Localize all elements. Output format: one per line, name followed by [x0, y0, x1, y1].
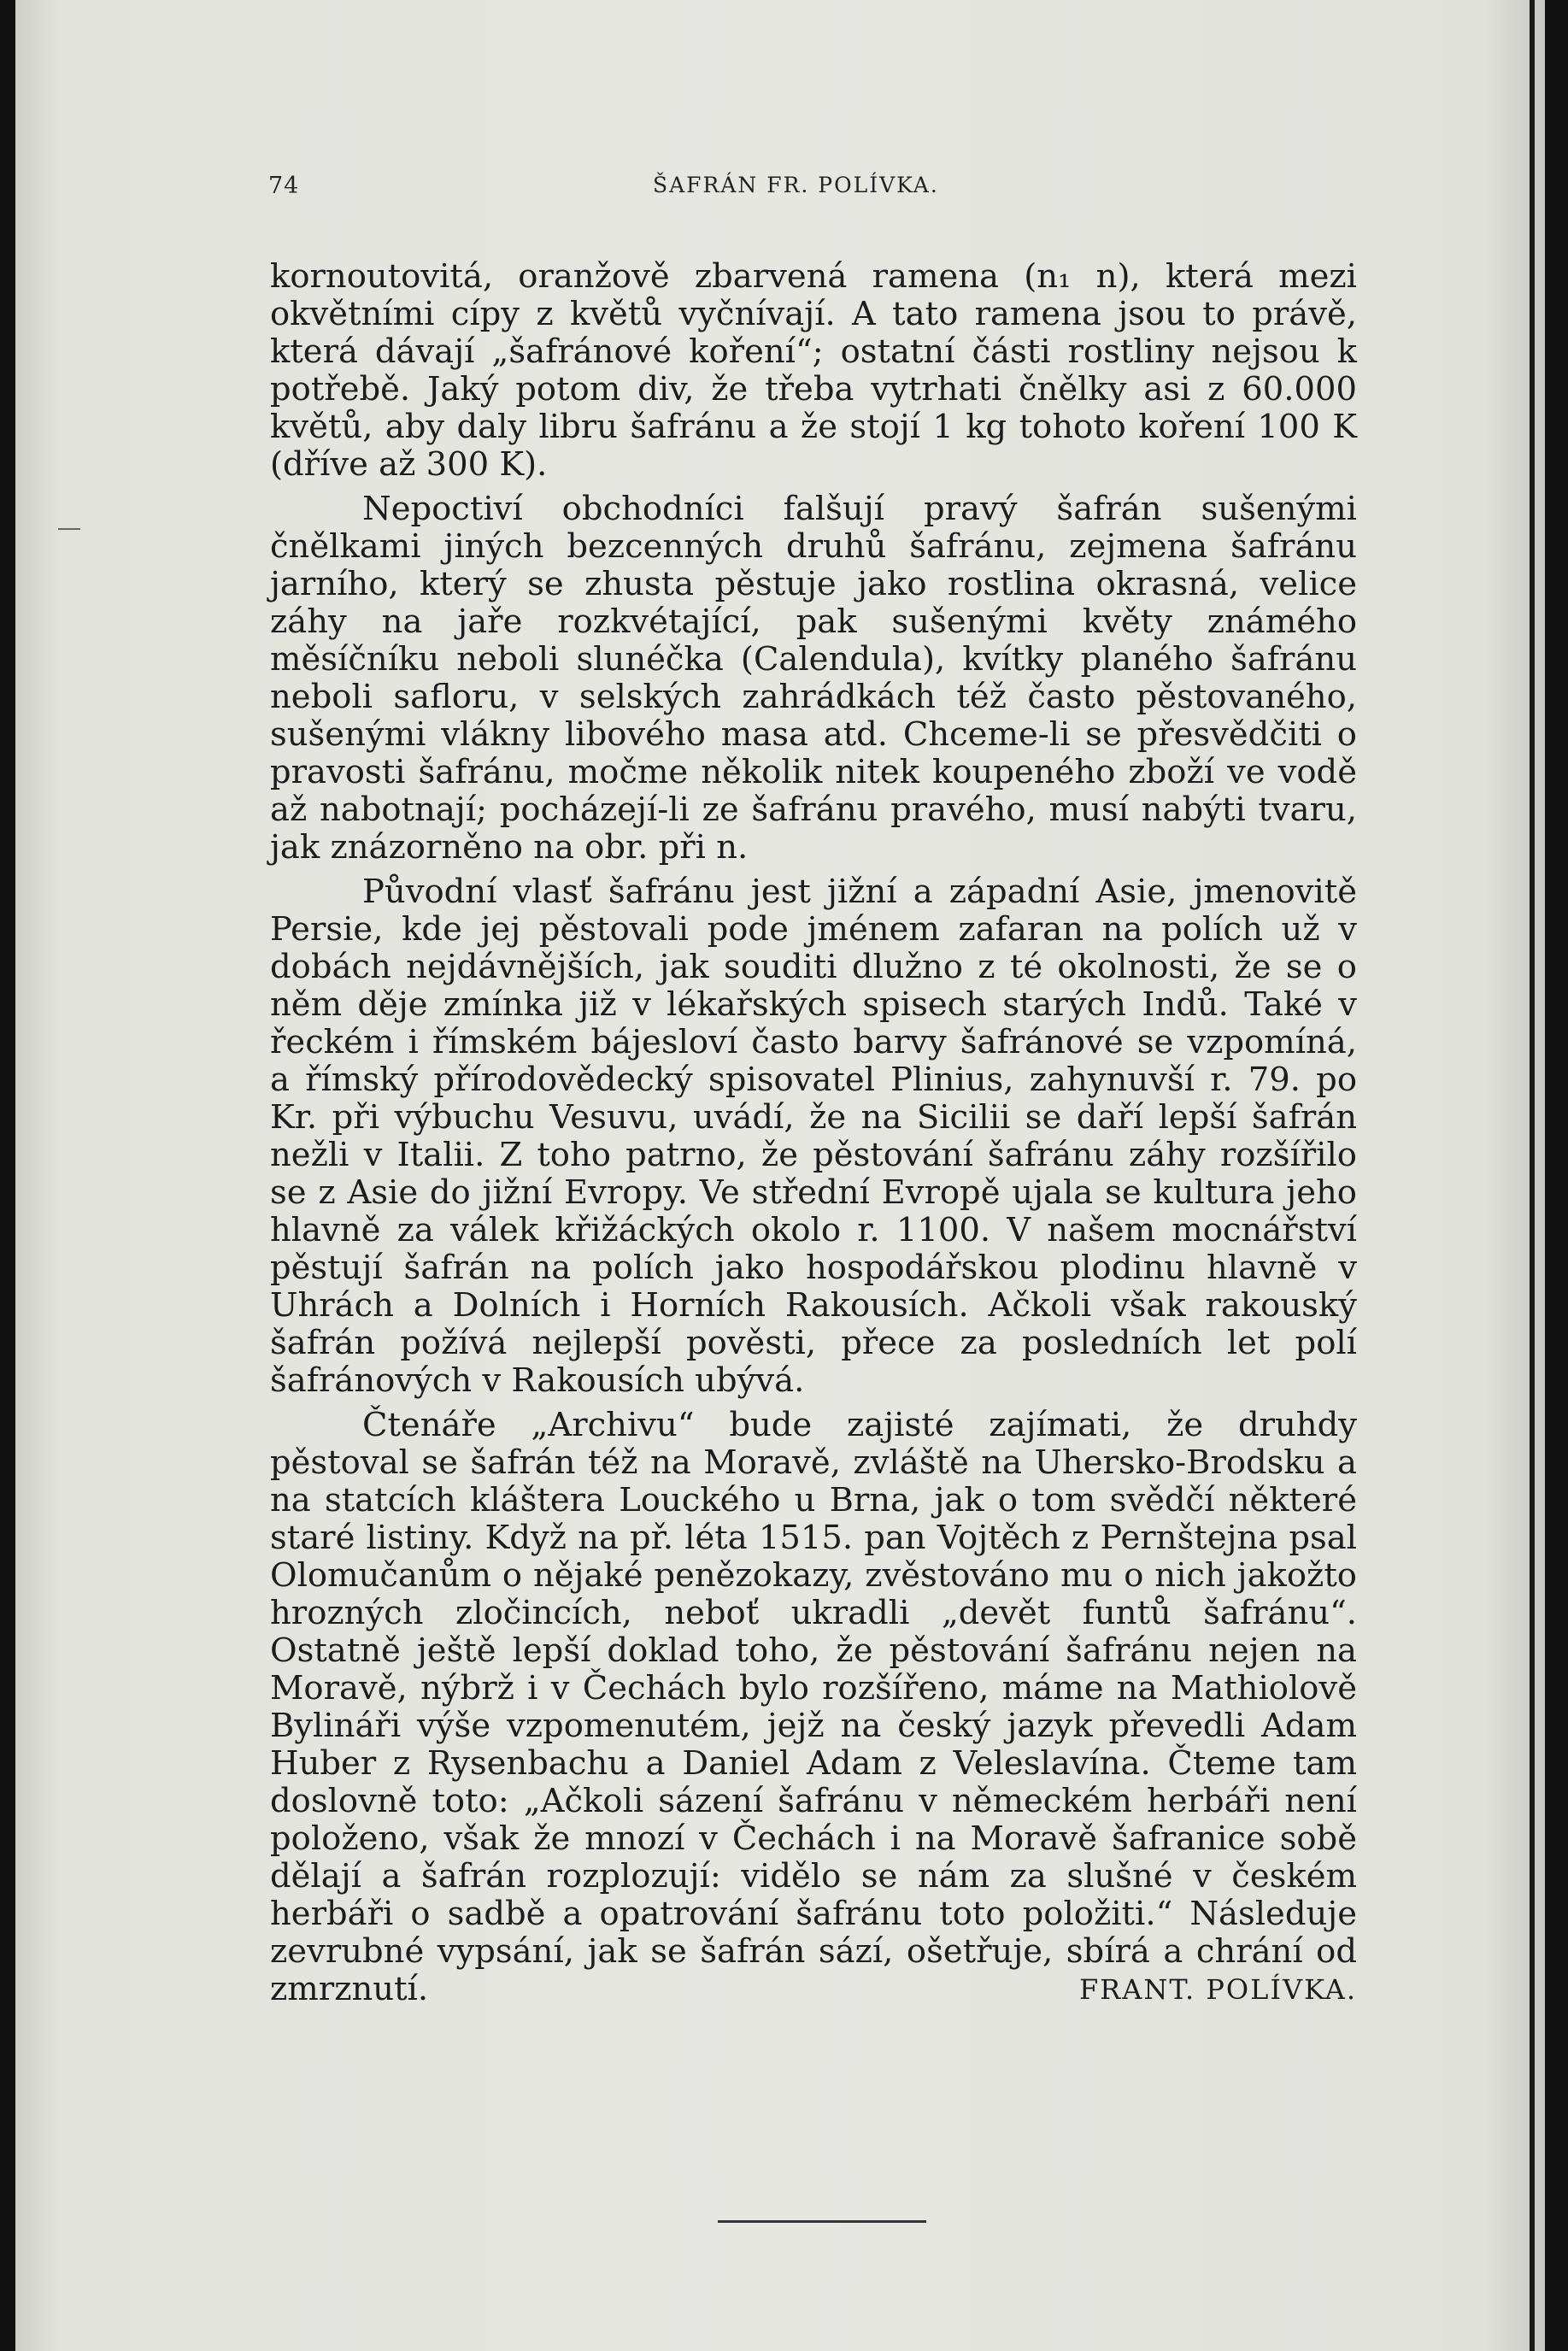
- closing-rule: [718, 2220, 926, 2223]
- page-header: [251, 171, 1349, 205]
- running-head: ŠAFRÁN FR. POLÍVKA.: [653, 173, 939, 197]
- article-body: [270, 258, 1357, 2008]
- scanned-page: [15, 0, 1545, 2351]
- paragraph-2: Nepoctiví obchodníci falšují pravý šafrán sušenými čnělkami jiných bezcenných druhů šafránu, zejmena šafránu jarního, který se zhusta pěstuje jako rostlina okrasná, velice záhy na jaře rozkvétající, pak sušenými květy známého měsíčníku neboli slunéčka (Calendula), kvítky planého šafránu neboli safloru, v selských zahrádkách též často pěstovaného, sušenými vlákny libového masa atd. Chceme-li se přesvědčiti o pravosti šafránu, močme několik nitek koupeného zboží ve vodě až nabotnají; pocházejí-li ze šafránu pravého, musí nabýti tvaru, jak znázorněno na obr. při n.: [270, 490, 1357, 867]
- paragraph-4-text: Čtenáře „Archivu“ bude zajisté zajímati, že druhdy pěstoval se šafrán též na Moravě, zvláště na Uhersko-Brodsku a na statcích kláštera Louckého u Brna, jak o tom svědčí některé staré listiny. Když na př. léta 1515. pan Vojtěch z Pernštejna psal Olomučanům o nějaké penězokazy, zvěstováno mu o nich jakožto hrozných zločincích, neboť ukradli „devět funtů šafránu“. Ostatně ještě lepší doklad toho, že pěstování šafránu nejen na Moravě, nýbrž i v Čechách bylo rozšířeno, máme na Mathiolově Bylináři výše vzpomenutém, jejž na český jazyk převedli Adam Huber z Rysenbachu a Daniel Adam z Veleslavína. Čteme tam doslovně toto: „Ačkoli sázení šafránu v německém herbáři není položeno, však že mnozí v Čechách i na Moravě šafranice sobě dělají a šafrán rozplozují: vidělo se nám za slušné v českém herbáři o sadbě a opatrování šafránu toto položiti.“ Následuje zevrubné vypsání, jak se šafrán sází, ošetřuje, sbírá a chrání od zmrznutí.: [270, 1406, 1357, 2008]
- author-signature: FRANT. POLÍVKA.: [1078, 1973, 1357, 2006]
- paragraph-3: Původní vlasť šafránu jest jižní a západní Asie, jmenovitě Persie, kde jej pěstovali pode jménem zafaran na polích už v dobách nejdávnějších, jak souditi dlužno z té okolnosti, že se o něm děje zmínka již v lékařských spisech starých Indů. Také v řeckém i římském bájesloví často barvy šafránové se vzpomíná, a římský přírodovědecký spisovatel Plinius, zahynuvší r. 79. po Kr. při výbuchu Vesuvu, uvádí, že na Sicilii se daří lepší šafrán nežli v Italii. Z toho patrno, že pěstování šafránu záhy rozšířilo se z Asie do jižní Evropy. Ve střední Evropě ujala se kultura jeho hlavně za válek křižáckých okolo r. 1100. V našem mocnářství pěstují šafrán na polích jako hospodářskou plodinu hlavně v Uhrách a Dolních i Horních Rakousích. Ačkoli však rakouský šafrán požívá nejlepší pověsti, přece za posledních let polí šafránových v Rakousích ubývá.: [270, 873, 1357, 1400]
- paragraph-4: [270, 1407, 1357, 2008]
- paragraph-1: kornoutovitá, oranžově zbarvená ramena (n₁ n), která mezi okvětními cípy z květů vyčnívají. A tato ramena jsou to právě, která dávají „šafránové koření“; ostatní části rostliny nejsou k potřebě. Jaký potom div, že třeba vytrhati čnělky asi z 60.000 květů, aby daly libru šafránu a že stojí 1 kg tohoto koření 100 K (dříve až 300 K).: [270, 257, 1357, 484]
- scan-edge: [1530, 0, 1535, 2351]
- margin-mark: [58, 528, 80, 530]
- page-number: 74: [268, 173, 300, 199]
